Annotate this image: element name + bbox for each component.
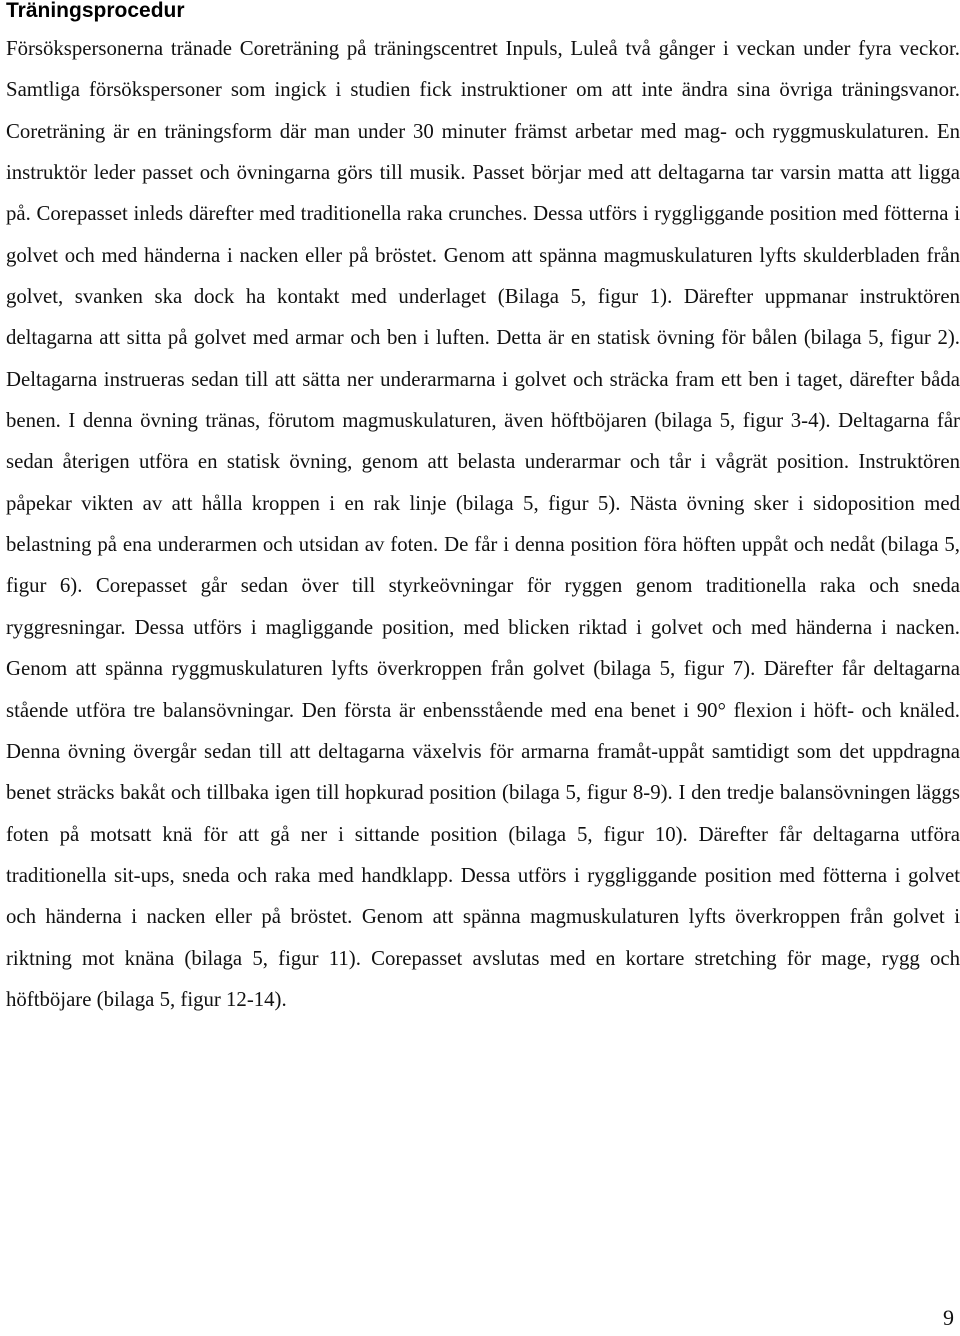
body-paragraph: Försökspersonerna tränade Coreträning på träningscentret Inpuls, Luleå två gånger i veckan under fyra veckor. Samtliga försökspersoner som ingick i studien fick instruktioner om att inte ändra sina övriga träningsvanor. Coreträning är en träningsform där man under 30 minuter främst arbetar med mag- och ryggmuskulaturen. En instruktör leder passet och övningarna görs till musik. Passet börjar med att deltagarna tar varsin matta att ligga på. Corepasset inleds därefter med traditionella raka crunches. Dessa utförs i ryggliggande position med fötterna i golvet och med händerna i nacken eller på bröstet. Genom att spänna magmuskulaturen lyfts skulderbladen från golvet, svanken ska dock ha kontakt med underlaget (Bilaga 5, figur 1). Därefter uppmanar instruktören deltagarna att sitta på golvet med armar och ben i luften. Detta är en statisk övning för bålen (bilaga 5, figur 2). Deltagarna instrueras sedan till att sätta ner underarmarna i golvet och sträcka fram ett ben i taget, därefter båda benen. I denna övning tränas, förutom magmuskulaturen, även höftböjaren (bilaga 5, figur 3-4). Deltagarna får sedan återigen utföra en statisk övning, genom att belasta underarmar och tår i vågrät position. Instruktören påpekar vikten av att hålla kroppen i en rak linje (bilaga 5, figur 5). Nästa övning sker i sidoposition med belastning på ena underarmen och utsidan av foten. De får i denna position föra höften uppåt och nedåt (bilaga 5, figur 6). Corepasset går sedan över till styrkeövningar för ryggen genom traditionella raka och sneda ryggresningar. Dessa utförs i magliggande position, med blicken riktad i golvet och med händerna i nacken. Genom att spänna ryggmuskulaturen lyfts överkroppen från golvet (bilaga 5, figur 7). Därefter får deltagarna stående utföra tre balansövningar. Den första är enbensstående med ena benet i 90° flexion i höft- och knäled. Denna övning övergår sedan till att deltagarna växelvis för armarna framåt-uppåt samtidigt som det uppdragna benet sträcks bakåt och tillbaka igen till hopkurad position (bilaga 5, figur 8-9). I den tredje balansövningen läggs foten på motsatt knä för att gå ner i sittande position (bilaga 5, figur 10). Därefter får deltagarna utföra traditionella sit-ups, sneda och raka med handklapp. Dessa utförs i ryggliggande position med fötterna i golvet och händerna i nacken eller på bröstet. Genom att spänna magmuskulaturen lyfts överkroppen från golvet i riktning mot knäna (bilaga 5, figur 11). Corepasset avslutas med en kortare stretching för mage, rygg och höftböjare (bilaga 5, figur 12-14). [6, 37, 960, 1011]
page-number: 9 [943, 1305, 954, 1330]
section-heading: Träningsprocedur [6, 0, 185, 22]
